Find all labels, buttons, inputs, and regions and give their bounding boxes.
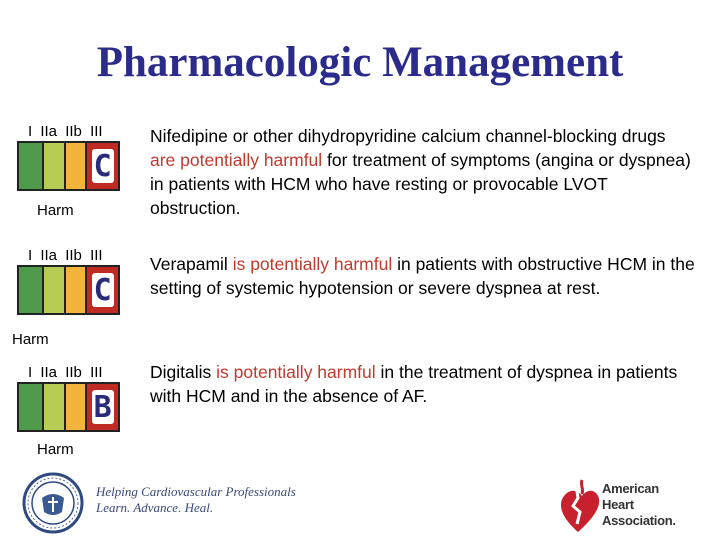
class-header <box>28 123 118 140</box>
class-iii-label: III <box>90 247 103 264</box>
class-iia-segment <box>44 267 66 313</box>
class-i-segment <box>19 384 44 430</box>
class-i-label: I <box>28 247 33 264</box>
recommendation-text-start: Verapamil <box>150 254 233 274</box>
class-of-recommendation-box <box>17 141 120 191</box>
tagline-line-2: Learn. Advance. Heal. <box>96 500 214 515</box>
level-of-evidence-badge: B <box>93 389 112 425</box>
tagline-line-1: Helping Cardiovascular Professionals <box>96 484 296 499</box>
class-i-segment <box>19 143 44 189</box>
class-i-label: I <box>28 364 33 381</box>
class-of-recommendation-box <box>17 382 120 432</box>
recommendation-text <box>150 252 695 300</box>
harm-phrase: are potentially harmful <box>150 150 323 170</box>
class-iii-label: III <box>90 123 103 140</box>
acc-seal-logo <box>22 472 84 534</box>
footer-tagline <box>96 484 296 516</box>
class-i-label: I <box>28 123 33 140</box>
class-iib-label: IIb <box>65 123 82 140</box>
class-iib-label: IIb <box>65 247 82 264</box>
class-iib-segment <box>66 143 88 189</box>
class-iib-segment <box>66 267 88 313</box>
level-of-evidence-badge: C <box>93 148 112 184</box>
recommendation-text-end: in the treatment of dyspnea in patients with HCM and in the absence of AF. <box>150 362 678 406</box>
class-header <box>28 247 118 264</box>
recommendation-text <box>150 360 695 408</box>
slide-title: Pharmacologic Management <box>96 39 624 86</box>
class-iib-label: IIb <box>65 364 82 381</box>
aha-line-3: Association. <box>602 513 676 528</box>
recommendation-text-start: Digitalis <box>150 362 217 382</box>
harm-label: Harm <box>12 331 49 348</box>
class-iii-label: III <box>90 364 103 381</box>
class-iii-segment <box>87 143 118 189</box>
recommendation-text-end: for treatment of symptoms (angina or dyspnea) in patients with HCM who have resting or provocable LVOT obstruction. <box>150 150 691 218</box>
harm-label: Harm <box>37 441 74 458</box>
class-header <box>28 364 118 381</box>
class-iia-segment <box>44 143 66 189</box>
harm-phrase: is potentially harmful <box>216 362 376 382</box>
class-iia-segment <box>44 384 66 430</box>
class-iib-segment <box>66 384 88 430</box>
class-i-segment <box>19 267 44 313</box>
recommendation-text-end: in patients with obstructive HCM in the setting of systemic hypotension or severe dyspnea at rest. <box>150 254 695 298</box>
class-iia-label: IIa <box>40 123 58 140</box>
class-iia-label: IIa <box>40 364 58 381</box>
aha-wordmark <box>602 481 676 529</box>
harm-label: Harm <box>37 202 74 219</box>
harm-phrase: is potentially harmful <box>232 254 393 274</box>
aha-line-1: American <box>602 481 659 496</box>
class-iii-segment <box>87 384 118 430</box>
class-iii-segment <box>87 267 118 313</box>
class-of-recommendation-box <box>17 265 120 315</box>
recommendation-text <box>150 124 695 220</box>
level-of-evidence-badge: C <box>93 272 112 308</box>
class-iia-label: IIa <box>40 247 58 264</box>
aha-line-2: Heart <box>602 497 634 512</box>
recommendation-text-start: Nifedipine or other dihydropyridine calcium channel-blocking drugs <box>150 126 666 146</box>
